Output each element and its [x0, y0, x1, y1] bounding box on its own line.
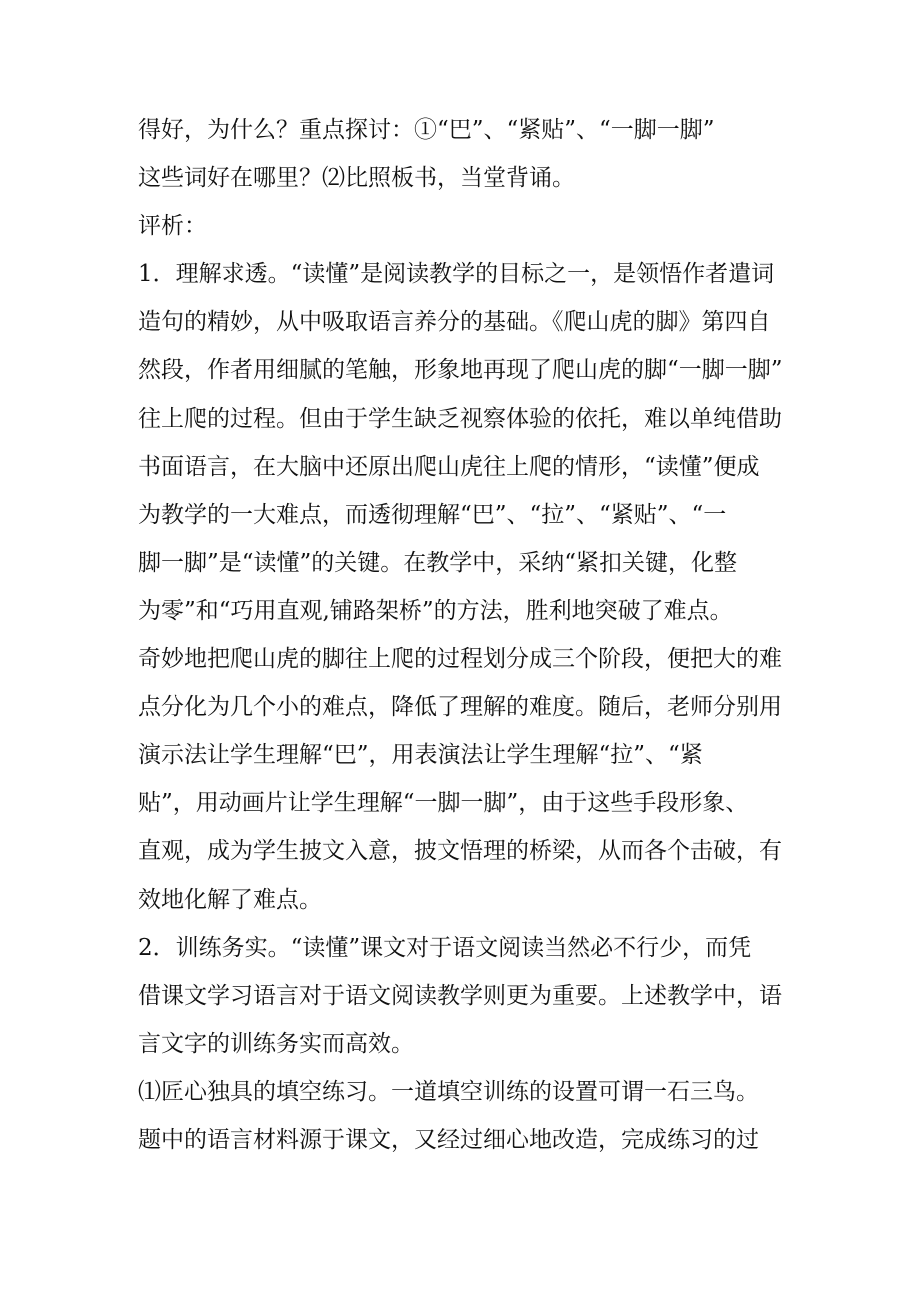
text-line: ⑴匠心独具的填空练习。一道填空训练的设置可谓一石三鸟。 [138, 1078, 759, 1105]
text-line: 得好，为什么？重点探讨：①“巴”、“紧贴”、“一脚一脚” [138, 117, 715, 143]
text-line: 1．理解求透。“读懂”是阅读教学的目标之一，是领悟作者遣词 [138, 261, 775, 288]
text-line: 演示法让学生理解“巴”，用表演法让学生理解“拉”、“紧 [138, 742, 703, 769]
text-line: 这些词好在哪里？⑵比照板书，当堂背诵。 [138, 165, 575, 192]
text-line: 2．训练务实。“读懂”课文对于语文阅读当然必不行少，而凭 [138, 934, 752, 961]
text-line: 贴”，用动画片让学生理解“一脚一脚”，由于这些手段形象、 [138, 790, 749, 817]
text-line: 评析： [138, 213, 207, 240]
text-line: 往上爬的过程。但由于学生缺乏视察体验的依托，难以单纯借助 [138, 405, 782, 432]
text-line: 为教学的一大难点，而透彻理解“巴”、“拉”、“紧贴”、“一 [138, 501, 727, 528]
text-line: 奇妙地把爬山虎的脚往上爬的过程划分成三个阶段，便把大的难 [138, 646, 782, 673]
text-line: 脚一脚”是“读懂”的关键。在教学中，采纳“紧扣关键，化整 [138, 549, 738, 576]
text-line: 直观，成为学生披文入意，披文悟理的桥梁，从而各个击破，有 [138, 838, 782, 865]
text-line: 为零”和“巧用直观,铺路架桥”的方法，胜利地突破了难点。 [138, 597, 733, 624]
text-line: 造句的精妙，从中吸取语言养分的基础。《爬山虎的脚》第四自 [138, 309, 771, 336]
text-line: 书面语言，在大脑中还原出爬山虎往上爬的情形，“读懂”便成 [138, 453, 760, 480]
text-line: 题中的语言材料源于课文，又经过细心地改造，完成练习的过 [138, 1126, 759, 1153]
document-body [138, 106, 802, 1164]
text-line: 言文字的训练务实而高效。 [138, 1030, 414, 1057]
text-line: 借课文学习语言对于语文阅读教学则更为重要。上述教学中，语 [138, 982, 782, 1009]
text-line: 然段，作者用细腻的笔触，形象地再现了爬山虎的脚“一脚一脚” [138, 357, 783, 384]
text-line: 效地化解了难点。 [138, 886, 322, 913]
text-line: 点分化为几个小的难点，降低了理解的难度。随后，老师分别用 [138, 694, 782, 721]
